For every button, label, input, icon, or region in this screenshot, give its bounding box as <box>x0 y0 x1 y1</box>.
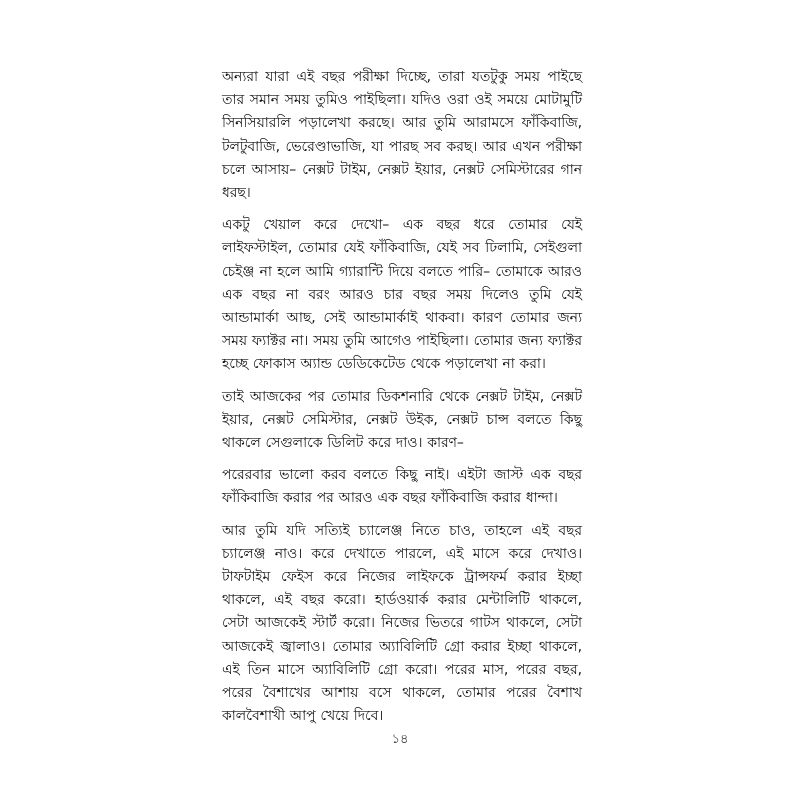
paragraph-4: পরেরবার ভালো করব বলতে কিছু নাই। এইটা জাস্ট এক বছর ফাঁকিবাজি করার পর আরও এক বছর ফাঁকিবাজি করার ধান্দা। <box>222 467 582 507</box>
paragraph-3: তাই আজকের পর তোমার ডিকশনারি থেকে নেক্সট টাইম, নেক্সট ইয়ার, নেক্সট সেমিস্টার, নেক্সট উইক, নেক্সট চান্স বলতে কিছু থাকলে সেগুলাকে ডিলিট করে দাও। কারণ– <box>222 388 582 452</box>
paragraph-1: অন্যরা যারা এই বছর পরীক্ষা দিচ্ছে, তারা যতটুকু সময় পাইছে তার সমান সময় তুমিও পাইছিলা। যদিও ওরা ওই সময়ে মোটামুটি সিনসিয়ারলি পড়ালেখা করছে। আর তুমি আরামসে ফাঁকিবাজি, টলটুবাজি, ভেরেণ্ডাভাজি, যা পারছ সব করছ। আর এখন পরীক্ষা চলে আসায়– নেক্সট টাইম, নেক্সট ইয়ার, নেক্সট সেমিস্টারের গান ধরছ। <box>222 69 582 202</box>
paragraph-5: আর তুমি যদি সত্যিই চ্যালেঞ্জ নিতে চাও, তাহলে এই বছর চ্যালেঞ্জ নাও। করে দেখাতে পারলে, এই মাসে করে দেখাও। টাফটাইম ফেইস করে নিজের লাইফকে ট্রান্সফর্ম করার ইচ্ছা থাকলে, এই বছর করো। হার্ডওয়ার্ক করার মেন্টালিটি থাকলে, সেটা আজকেই স্টার্ট করো। নিজের ভিতরে গাটস থাকলে, সেটা আজকেই জ্বালাও। তোমার অ্যাবিলিটি গ্রো করার ইচ্ছা থাকলে, এই তিন মাসে অ্যাবিলিটি গ্রো করো। পরের মাস, পরের বছর, পরের বৈশাখের আশায় বসে থাকলে, তোমার পরের বৈশাখ কালবৈশাখী আপু খেয়ে দিবে। <box>222 522 582 725</box>
page-number: ১৪ <box>391 732 409 747</box>
paragraph-2: একটু খেয়াল করে দেখো– এক বছর ধরে তোমার যেই লাইফস্টাইল, তোমার যেই ফাঁকিবাজি, যেই সব ঢিলামি, সেইগুলা চেইঞ্জ না হলে আমি গ্যারান্টি দিয়ে বলতে পারি– তোমাকে আরও এক বছর না বরং আরও চার বছর সময় দিলেও তুমি যেই আন্ডামার্কা আছ, সেই আন্ডামার্কাই থাকবা। কারণ তোমার জন্য সময় ফ্যাক্টর না। সময় তুমি আগেও পাইছিলা। তোমার জন্য ফ্যাক্টর হচ্ছে ফোকাস অ্যান্ড ডেডিকেটেড থেকে পড়ালেখা না করা। <box>222 217 582 373</box>
body-text <box>222 66 582 737</box>
